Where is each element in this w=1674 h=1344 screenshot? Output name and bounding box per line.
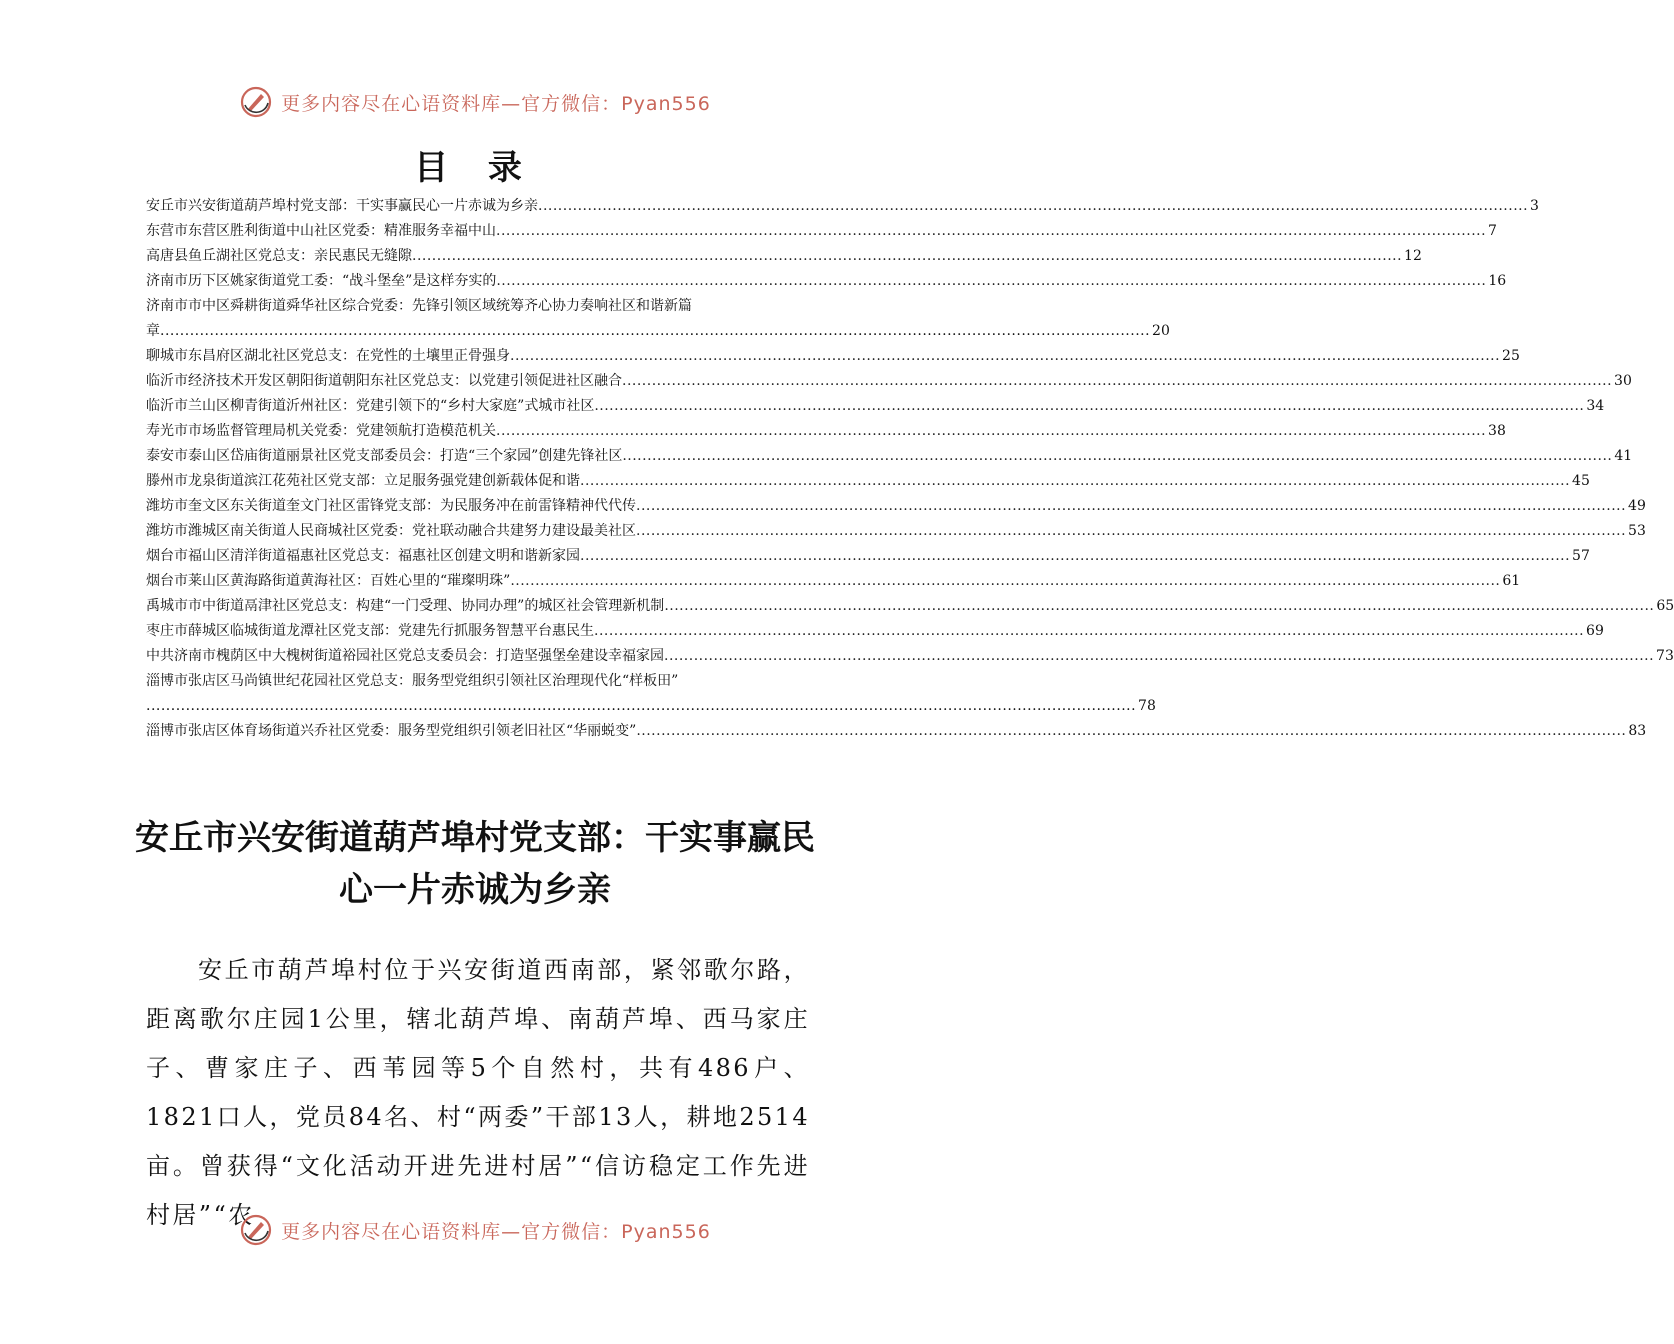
- toc-page-number: 41: [1614, 448, 1633, 464]
- toc-entry-label: 临沂市兰山区柳青街道沂州社区：党建引领下的“乡村大家庭”式城市社区: [146, 398, 595, 414]
- toc-leader-dots: [622, 444, 1612, 469]
- toc-leader-dots: [160, 319, 1150, 344]
- toc-entry[interactable]: [146, 219, 1497, 244]
- table-of-contents: [146, 194, 1674, 744]
- toc-leader-dots: [622, 369, 1612, 394]
- toc-entry-label: 烟台市福山区清洋街道福惠社区党总支：福惠社区创建文明和谐新家园: [146, 548, 580, 564]
- toc-page-number: 65: [1656, 598, 1674, 614]
- toc-leader-dots: [510, 569, 1500, 594]
- toc-entry[interactable]: [146, 419, 1506, 444]
- toc-leader-dots: [580, 544, 1570, 569]
- toc-entry-continuation: [146, 694, 1156, 719]
- toc-page-number: 49: [1628, 498, 1646, 514]
- toc-page-number: 7: [1488, 223, 1497, 239]
- toc-leader-dots: [636, 719, 1626, 744]
- toc-page-number: 30: [1614, 373, 1632, 389]
- toc-page-number: 16: [1488, 273, 1507, 289]
- toc-entry-label: 安丘市兴安街道葫芦埠村党支部：干实事赢民心一片赤诚为乡亲: [146, 198, 538, 214]
- toc-entry-label: 泰安市泰山区岱庙街道丽景社区党支部委员会：打造“三个家园”创建先锋社区: [146, 448, 623, 464]
- toc-entry-label: 潍坊市奎文区东关街道奎文门社区雷锋党支部：为民服务冲在前雷锋精神代代传: [146, 498, 636, 514]
- toc-entry-label: 淄博市张店区体育场街道兴乔社区党委：服务型党组织引领老旧社区“华丽蜕变”: [146, 723, 637, 739]
- pen-swirl-logo-icon: [239, 85, 273, 119]
- toc-leader-dots: [664, 594, 1654, 619]
- toc-entry[interactable]: [146, 469, 1590, 494]
- toc-page-number: 83: [1628, 723, 1647, 739]
- toc-entry[interactable]: [146, 294, 1170, 344]
- toc-leader-dots: [510, 344, 1500, 369]
- toc-entry-label: 临沂市经济技术开发区朝阳街道朝阳东社区党总支：以党建引领促进社区融合: [146, 373, 622, 389]
- toc-entry-label: 烟台市莱山区黄海路街道黄海社区：百姓心里的“璀璨明珠”: [146, 573, 511, 589]
- toc-page-number: 3: [1530, 198, 1539, 214]
- toc-entry[interactable]: [146, 644, 1674, 669]
- toc-entry-label: 枣庄市薛城区临城街道龙潭社区党支部：党建先行抓服务智慧平台惠民生: [146, 623, 594, 639]
- toc-entry[interactable]: [146, 444, 1633, 469]
- toc-entry[interactable]: [146, 344, 1520, 369]
- toc-entry[interactable]: [146, 494, 1646, 519]
- toc-leader-dots: [496, 219, 1486, 244]
- toc-entry-label: 东营市东营区胜利街道中山社区党委：精准服务幸福中山: [146, 223, 496, 239]
- toc-entry[interactable]: [146, 669, 1156, 719]
- toc-entry-label: 济南市历下区姚家街道党工委：“战斗堡垒”是这样夯实的: [146, 273, 497, 289]
- pen-swirl-logo-icon: [239, 1213, 273, 1247]
- toc-leader-dots: [664, 644, 1654, 669]
- toc-leader-dots: [496, 419, 1486, 444]
- toc-page-number: 20: [1152, 323, 1170, 339]
- toc-entry-label: 聊城市东昌府区湖北社区党总支：在党性的土壤里正骨强身: [146, 348, 510, 364]
- toc-page-number: 53: [1628, 523, 1646, 539]
- toc-entry-label-cont: 章: [146, 323, 160, 339]
- toc-entry[interactable]: [146, 569, 1521, 594]
- toc-entry-label: 济南市市中区舜耕街道舜华社区综合党委：先锋引领区域统筹齐心协力奏响社区和谐新篇: [146, 298, 692, 314]
- toc-page-number: 73: [1656, 648, 1674, 664]
- toc-leader-dots: [636, 519, 1626, 544]
- toc-leader-dots: [538, 194, 1528, 219]
- toc-entry-label: 潍坊市潍城区南关街道人民商城社区党委：党社联动融合共建努力建设最美社区: [146, 523, 636, 539]
- article-title: 安丘市兴安街道葫芦埠村党支部：干实事赢民心一片赤诚为乡亲: [135, 818, 815, 910]
- toc-entry[interactable]: [146, 269, 1507, 294]
- toc-page-number: 57: [1572, 548, 1590, 564]
- toc-entry[interactable]: [146, 369, 1632, 394]
- toc-entry-label: 滕州市龙泉街道滨江花苑社区党支部：立足服务强党建创新载体促和谐: [146, 473, 580, 489]
- toc-leader-dots: [496, 269, 1486, 294]
- toc-entry-continuation: [146, 319, 1170, 344]
- toc-leader-dots: [580, 469, 1570, 494]
- watermark-text: 更多内容尽在心语资料库—官方微信：Pyan556: [281, 1220, 711, 1243]
- toc-page-number: 69: [1586, 623, 1604, 639]
- toc-entry[interactable]: [146, 544, 1590, 569]
- toc-entry-label: 禹城市市中街道鬲津社区党总支：构建“一门受理、协同办理”的城区社会管理新机制: [146, 598, 665, 614]
- toc-entry[interactable]: [146, 619, 1604, 644]
- toc-leader-dots: [594, 619, 1584, 644]
- toc-entry-label: 高唐县鱼丘湖社区党总支：亲民惠民无缝隙: [146, 248, 412, 264]
- watermark-header: [0, 82, 950, 122]
- toc-title: 目 录: [414, 148, 536, 188]
- watermark-footer: [0, 1210, 950, 1250]
- toc-entry[interactable]: [146, 194, 1539, 219]
- toc-entry[interactable]: [146, 519, 1646, 544]
- toc-leader-dots: [594, 394, 1584, 419]
- toc-leader-dots: [146, 694, 1136, 719]
- article-body: 安丘市葫芦埠村位于兴安街道西南部，紧邻歌尔路，距离歌尔庄园1公里，辖北葫芦埠、南葫芦埠、西马家庄子、曹家庄子、西苇园等5个自然村，共有486户、1821口人，党员84名、村“两委”干部13人，耕地2514亩。曾获得“文化活动开进先进村居”“信访稳定工作先进村居”“农: [146, 956, 810, 1229]
- toc-entry[interactable]: [146, 719, 1647, 744]
- toc-page-number: 61: [1502, 573, 1521, 589]
- toc-page-number: 38: [1488, 423, 1506, 439]
- toc-page-number: 12: [1404, 248, 1422, 264]
- toc-entry-label: 淄博市张店区马尚镇世纪花园社区党总支：服务型党组织引领社区治理现代化“样板田”: [146, 673, 679, 689]
- toc-entry[interactable]: [146, 594, 1674, 619]
- toc-entry[interactable]: [146, 394, 1605, 419]
- toc-entry-label: 寿光市市场监督管理局机关党委：党建领航打造模范机关: [146, 423, 496, 439]
- toc-entry[interactable]: [146, 244, 1422, 269]
- toc-entry-label: 中共济南市槐荫区中大槐树街道裕园社区党总支委员会：打造坚强堡垒建设幸福家园: [146, 648, 664, 664]
- toc-page-number: 45: [1572, 473, 1590, 489]
- toc-leader-dots: [412, 244, 1402, 269]
- watermark-text: 更多内容尽在心语资料库—官方微信：Pyan556: [281, 92, 711, 115]
- toc-page-number: 34: [1586, 398, 1605, 414]
- toc-leader-dots: [636, 494, 1626, 519]
- toc-page-number: 78: [1138, 698, 1156, 714]
- toc-page-number: 25: [1502, 348, 1520, 364]
